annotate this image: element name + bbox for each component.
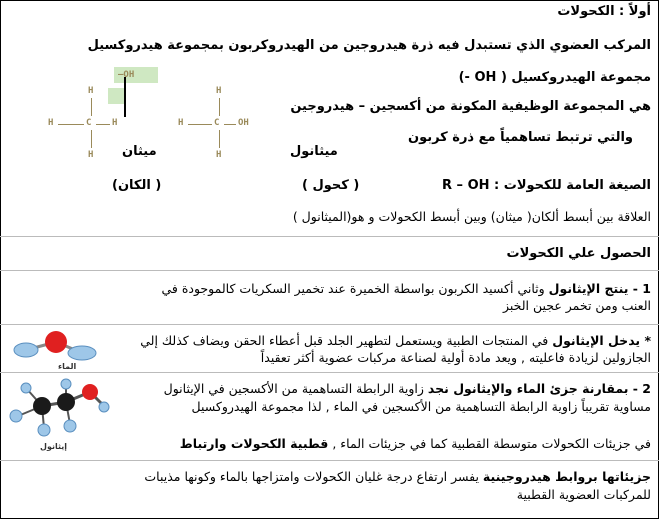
divider	[0, 324, 659, 325]
functional-group-line: هي المجموعة الوظيفية المكونة من أكسجين – هيدروجين	[290, 99, 651, 114]
bond	[224, 124, 236, 125]
bond	[58, 124, 84, 125]
para2-lead: * يدخل الإيثانول	[552, 333, 651, 348]
hydrogen-atom	[99, 402, 109, 412]
para1-text: وثاني أكسيد الكربون بواسطة الخميرة عند تخمير السكريات كالموجودة في	[161, 281, 545, 296]
hydrogen-atom	[68, 346, 96, 360]
atom-h: H	[88, 150, 94, 160]
divider	[0, 236, 659, 237]
hydroxyl-group-line: مجموعة الهيدروكسيل ( OH -)	[458, 70, 651, 85]
obtaining-title: الحصول علي الكحولات	[506, 246, 651, 261]
bond	[91, 98, 92, 116]
divider	[0, 460, 659, 461]
atom-h: H	[216, 86, 222, 96]
para1-line1	[161, 281, 651, 296]
atom-h: H	[216, 150, 222, 160]
divider	[0, 372, 659, 373]
oxygen-atom	[82, 384, 98, 400]
para3-text: زاوية الرابطة التساهمية من الأكسجين في الإيثانول	[163, 381, 424, 396]
para3-line4	[144, 469, 651, 484]
hydrogen-atom	[38, 424, 50, 436]
general-formula: الصيغة العامة للكحولات : R – OH	[442, 178, 651, 193]
bond	[96, 124, 110, 125]
section-title: أولاً : الكحولات	[557, 4, 651, 19]
hydrogen-atom	[64, 420, 76, 432]
hydrogen-atom	[61, 379, 71, 389]
divider	[0, 270, 659, 271]
water-molecule-image	[8, 326, 108, 366]
alkane-tag: ( الكان)	[112, 178, 162, 193]
atom-c: C	[86, 118, 92, 128]
para3-line1	[164, 381, 651, 396]
bond	[219, 130, 220, 148]
methanol-label: ميثانول	[290, 144, 338, 159]
para3-line5: للمركبات العضوية القطبية	[516, 487, 651, 502]
para3-lead: 2 - بمقارنة جزئ الماء والإيثانول نجد	[427, 381, 651, 396]
hydrogen-atom	[21, 383, 31, 393]
hydrogen-atom	[10, 410, 22, 422]
alcohol-tag: ( كحول )	[302, 178, 360, 193]
para3-line3-bold: قطبية الكحولات وارتباط	[179, 436, 329, 451]
water-caption: الماء	[58, 362, 77, 371]
atom-oh: OH	[238, 118, 249, 128]
atom-h: H	[48, 118, 54, 128]
atom-oh: –OH	[118, 70, 135, 80]
relation-text: العلاقة بين أبسط ألكان( ميثان) وبين أبسط الكحولات و هو(الميثانول )	[292, 209, 651, 224]
para3-line2: مساوية تقريباً زاوية الرابطة التساهمية من الأكسجين في الماء , لذا مجموعة الهيدروكسيل	[191, 399, 651, 414]
para2-line1	[140, 333, 651, 348]
para3-line4-bold: جزيئاتها بروابط هيدروجينية	[482, 469, 651, 484]
alcohol-definition: المركب العضوي الذي تستبدل فيه ذرة هيدروجين من الهيدروكربون بمجموعة هيدروكسيل	[87, 38, 651, 53]
para2-line2: الجازولين لزيادة فاعليته , ويعد مادة أولية لصناعة مركبات عضوية أكثر تعقيداً	[260, 350, 651, 365]
para1-line2: العنب ومن تخمر عجين الخبز	[502, 298, 651, 313]
para3-line3-text: في جزيئات الكحولات متوسطة القطبية كما في جزيئات الماء ,	[332, 436, 651, 451]
bond	[91, 130, 92, 148]
carbon-atom	[57, 393, 75, 411]
para1-lead: 1 - ينتج الإيثانول	[548, 281, 651, 296]
oxygen-atom	[45, 331, 67, 353]
atom-h: H	[88, 86, 94, 96]
atom-c: C	[214, 118, 220, 128]
bond	[219, 98, 220, 116]
para3-line3	[180, 436, 651, 451]
para3-line4-text: يفسر ارتفاع درجة غليان الكحولات وامتزاجها بالماء وكونها مذيبات	[144, 469, 479, 484]
ethanol-molecule-image	[4, 376, 114, 440]
atom-h: H	[112, 118, 118, 128]
para2-text: في المنتجات الطبية ويستعمل لتطهير الجلد قبل أعطاء الحقن ويضاف كذلك إلي	[140, 333, 549, 348]
hydrogen-atom	[14, 343, 38, 357]
bond	[188, 124, 212, 125]
covalent-bond-line: والتي ترتبط تساهمياً مع ذرة كربون	[407, 130, 633, 145]
substitution-line	[124, 77, 126, 117]
carbon-atom	[33, 397, 51, 415]
methane-label: ميثان	[122, 144, 157, 159]
ethanol-caption: إيثانول	[40, 442, 67, 451]
atom-h: H	[178, 118, 184, 128]
